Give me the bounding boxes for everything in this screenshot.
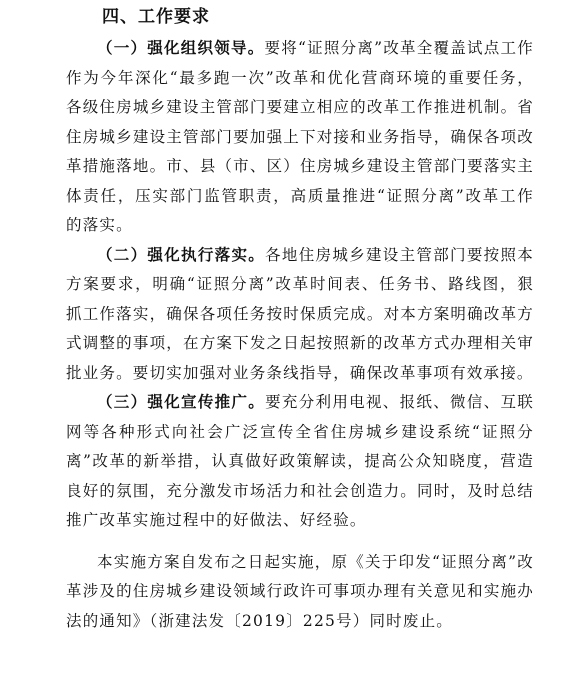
closing-paragraph: 本实施方案自发布之日起实施，原《关于印发“证照分离”改革涉及的住房城乡建设领域行政许可事项办理有关意见和实施办法的通知》（浙建法发〔2019〕225号）同时废止。 [66,552,534,630]
paragraph-body: 各地住房城乡建设主管部门要按照本方案要求，明确“证照分离”改革时间表、任务书、路线图，狠抓工作落实，确保各项任务按时保质完成。对本方案明确改革方式调整的事项，在方案下发之日起按照新的改革方式办理相关审批业务。要切实加强对业务条线指导，确保改革事项有效承接。 [66,245,534,382]
paragraph-organization-leadership [66,34,534,241]
paragraph-execution [66,241,534,389]
paragraph-lead: （三）强化宣传推广。 [97,393,266,411]
paragraph-body: 要将“证照分离”改革全覆盖试点工作作为今年深化“最多跑一次”改革和优化营商环境的重要任务，各级住房城乡建设主管部门要建立相应的改革工作推进机制。省住房城乡建设主管部门要加强上下对接和业务指导，确保各项改革措施落地。市、县（市、区）住房城乡建设主管部门要落实主体责任，压实部门监管职责，高质量推进“证照分离”改革工作的落实。 [66,39,534,234]
paragraph-publicity [66,388,534,536]
paragraph-lead: （二）强化执行落实。 [97,245,266,264]
paragraph-lead: （一）强化组织领导。 [97,39,265,57]
paragraph-body: 要充分利用电视、报纸、微信、互联网等各种形式向社会广泛宣传全省住房城乡建设系统“证照分离”改革的新举措，认真做好政策解读，提高公众知晓度，营造良好的氛围，充分激发市场活力和社会创造力。同时，及时总结推广改革实施过程中的好做法、好经验。 [66,393,534,529]
section-heading: 四、工作要求 [102,7,210,27]
